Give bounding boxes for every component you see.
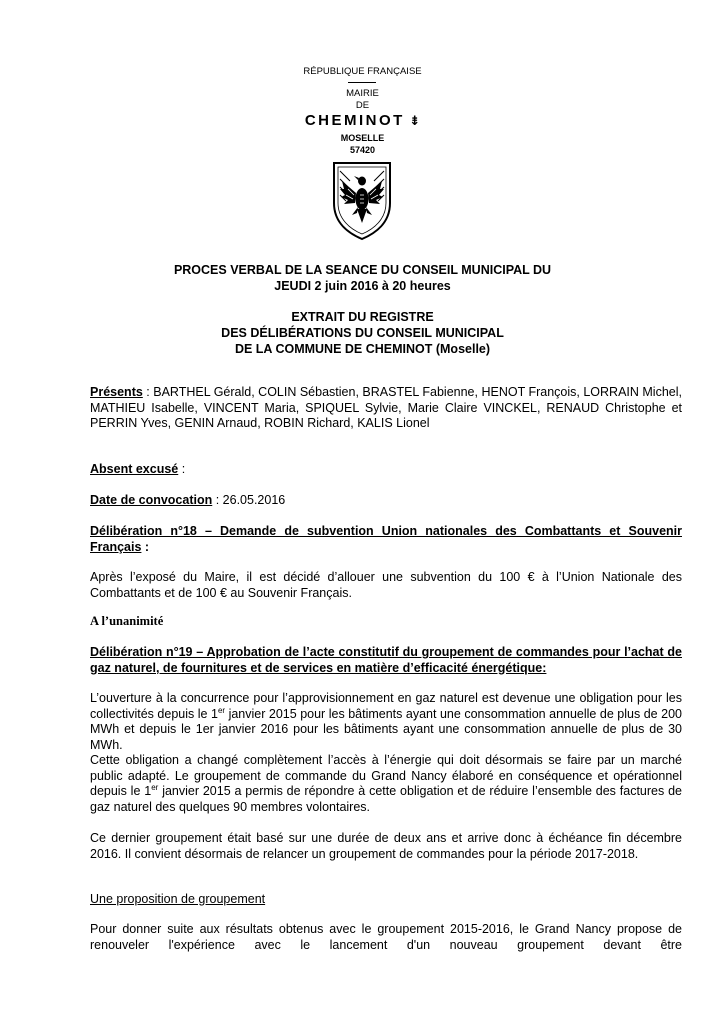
republic-label: RÉPUBLIQUE FRANÇAISE [303,66,422,77]
convocation-date: : 26.05.2016 [212,493,286,507]
p2-superscript: er [151,782,159,792]
minutes-title-line1: PROCES VERBAL DE LA SEANCE DU CONSEIL MUNICIPAL DU [173,263,552,277]
extract-line3: DE LA COMMUNE DE CHEMINOT (Moselle) [234,342,491,356]
deliberation-19-paragraph-2 [90,753,682,815]
p1-superscript: er [217,705,226,715]
deliberation-18-colon: : [141,539,150,554]
commune-name-row [0,112,725,130]
p1-text-a: L’ouverture à la concurrence pour l’approvisionnement en gaz naturel est devenue une obligation pour les collectivités depuis le 1 [90,691,682,721]
convocation-paragraph [90,493,682,509]
absent-value: : [178,462,186,476]
absent-label: Absent excusé [90,462,179,476]
mairie-label: MAIRIE [346,88,379,99]
deliberation-18-vote: A l’unanimité [90,614,164,628]
attendees-label: Présents [90,385,143,399]
p1-text-b: janvier 2015 pour les bâtiments ayant une consommation annuelle de plus de 200 MWh et depuis le 1er janvier 2016 pour les bâtiments ayant une consommation annuelle de plus de 30 MWh. [90,706,682,752]
header-divider [348,82,376,83]
minutes-title-line2: JEUDI 2 juin 2016 à 20 heures [274,279,451,293]
extract-line2: DES DÉLIBÉRATIONS DU CONSEIL MUNICIPAL [221,326,504,340]
p2-text-b: janvier 2015 a permis de répondre à cette obligation et de réduire l’ensemble des factures de gaz naturel des quelques 90 membres volontaires. [90,784,682,814]
deliberation-18-title: Délibération n°18 – Demande de subvention Union nationales des Combattants et Souvenir Français [90,524,682,554]
commune-mark: ⇟ [409,113,421,128]
proposal-subheading: Une proposition de groupement [90,892,266,906]
p2-text-a: Cette obligation a changé complètement l’accès à l’énergie qui doit désormais se faire par un marché public adapté. Le groupement de commande du Grand Nancy élaboré en conséquence et opérationnel depuis le 1 [90,753,682,798]
department-label: MOSELLE [340,133,385,143]
de-label: DE [355,100,370,111]
deliberation-18-body: Après l’exposé du Maire, il est décidé d’allouer une subvention du 100 € à l’Union Nationale des Combattants et de 100 € au Souvenir Français. [90,570,682,600]
deliberation-18-heading [90,524,682,555]
coat-of-arms-icon [330,159,394,241]
absent-paragraph [90,462,682,478]
attendees-paragraph [90,385,682,432]
deliberation-19-paragraph-3: Ce dernier groupement était basé sur une durée de deux ans et arrive donc à échéance fin décembre 2016. Il convient désormais de relancer un groupement de commandes pour la période 2017-2018. [90,831,682,861]
attendees-list: : BARTHEL Gérald, COLIN Sébastien, BRASTEL Fabienne, HENOT François, LORRAIN Michel, MATHIEU Isabelle, VINCENT Maria, SPIQUEL Sylvie, Marie Claire VINCKEL, RENAUD Christophe et PERRIN Yves, GENIN Arnaud, ROBIN Richard, KALIS Lionel [90,385,682,430]
commune-name: CHEMINOT [304,112,405,129]
postcode-label: 57420 [349,145,376,155]
deliberation-19-paragraph-1 [90,691,682,753]
convocation-label: Date de convocation [90,493,213,507]
deliberation-19-heading: Délibération n°19 – Approbation de l’acte constitutif du groupement de commandes pour l’achat de gaz naturel, de fournitures et de services en matière d’efficacité énergétique: [90,645,682,675]
extract-line1: EXTRAIT DU REGISTRE [291,310,434,324]
deliberation-19-paragraph-4: Pour donner suite aux résultats obtenus avec le groupement 2015-2016, le Grand Nancy propose de renouveler l'expérience avec le lancement d'un nouveau groupement devant être [90,922,682,952]
